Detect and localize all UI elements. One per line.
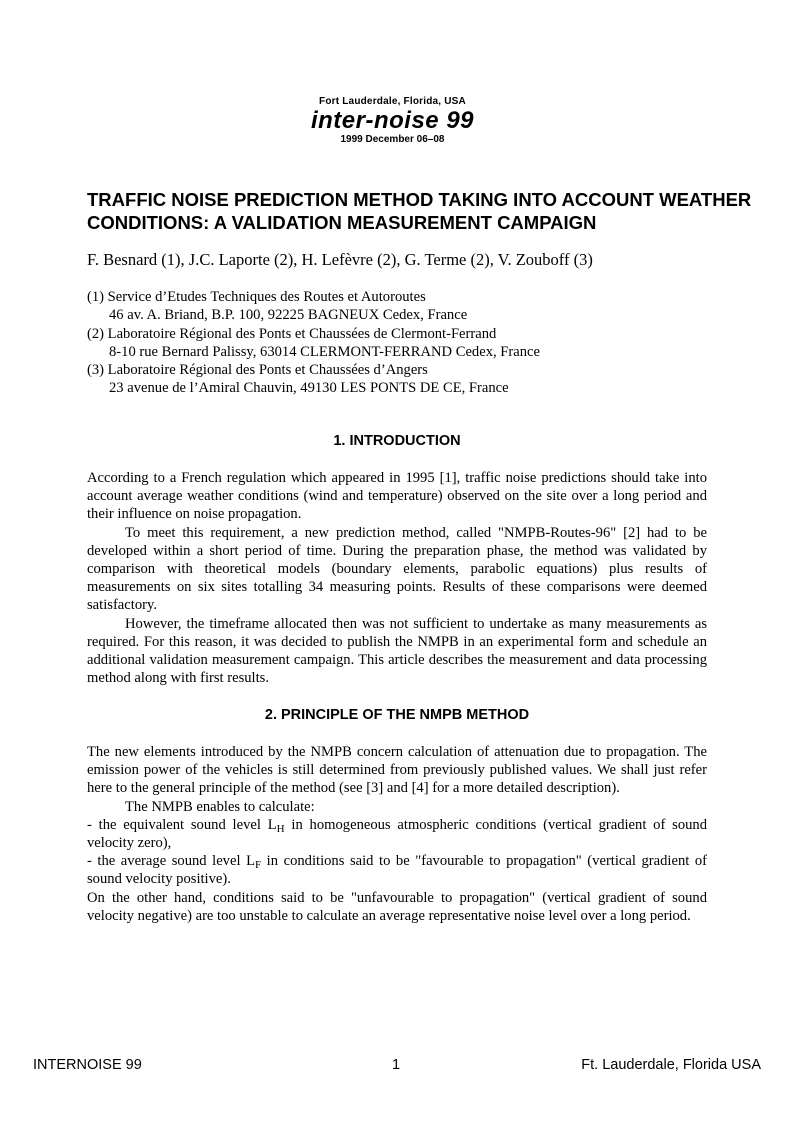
page-number: 1 — [392, 1057, 401, 1073]
paragraph: On the other hand, conditions said to be "unfavourable to propagation" (vertical gradient of sound velocity negative) are too unstable to calculate an average representative noise level over a long period. — [87, 889, 707, 924]
affiliation-2-address: 8-10 rue Bernard Palissy, 63014 CLERMONT-FERRAND Cedex, France — [109, 343, 541, 360]
conference-dates: 1999 December 06–08 — [340, 134, 445, 145]
list-item-lh: - the equivalent sound level $L_H$ in homogeneous atmospheric conditions (vertical gradient of sound velocity zero), — [87, 816, 708, 852]
section-heading-nmpb-principle: 2. PRINCIPLE OF THE NMPB METHOD — [264, 707, 530, 723]
affiliation-2-name: (2) Laboratoire Régional des Ponts et Chaussées de Clermont-Ferrand — [87, 325, 497, 342]
footer-conference: INTERNOISE 99 — [33, 1057, 142, 1073]
paragraph: The new elements introduced by the NMPB concern calculation of attenuation due to propagation. The emission power of the vehicles is still determined from previously published values. We shall just refer here to the general principle of the method (see [3] and [4] for a more detailed description). — [87, 744, 707, 797]
conference-name: inter-noise 99 — [310, 107, 475, 134]
affiliation-3-name: (3) Laboratoire Régional des Ponts et Chaussées d’Angers — [87, 362, 428, 379]
author-list: F. Besnard (1), J.C. Laporte (2), H. Lefèvre (2), G. Terme (2), V. Zouboff (3) — [87, 250, 593, 269]
nmpb-principle-body — [87, 743, 707, 925]
introduction-body — [87, 469, 707, 687]
affiliations — [87, 288, 540, 398]
footer-location: Ft. Lauderdale, Florida USA — [581, 1057, 761, 1073]
list-item-lf: - the average sound level $L_F$ in conditions said to be "favourable to propagation" (vertical gradient of sound velocity positive). — [87, 853, 708, 888]
conference-location: Fort Lauderdale, Florida, USA — [319, 96, 466, 107]
paragraph: According to a French regulation which appeared in 1995 [1], traffic noise predictions should take into account average weather conditions (wind and temperature) observed on the site over a long period and their influence on noise propagation. — [87, 470, 707, 523]
paper-title: TRAFFIC NOISE PREDICTION METHOD TAKING INTO ACCOUNT WEATHER CONDITIONS: A VALIDATION MEASUREMENT CAMPAIGN — [87, 189, 752, 233]
paragraph: To meet this requirement, a new prediction method, called "NMPB-Routes-96" [2] had to be developed within a short period of time. During the preparation phase, the method was validated by comparison with theoretical models (boundary elements, parabolic equations) plus results of measurements on six sites totalling 34 measuring points. Results of these comparisons were deemed satisfactory. — [87, 524, 707, 614]
conference-logo — [300, 96, 485, 146]
affiliation-1-address: 46 av. A. Briand, B.P. 100, 92225 BAGNEUX Cedex, France — [109, 307, 468, 324]
paragraph: The NMPB enables to calculate: — [125, 798, 315, 815]
paragraph: However, the timeframe allocated then was not sufficient to undertake as many measurements as required. For this reason, it was decided to publish the NMPB in an experimental form and schedule an additional validation measurement campaign. This article describes the measurement and data processing method along with first results. — [87, 615, 707, 687]
affiliation-3-address: 23 avenue de l’Amiral Chauvin, 49130 LES PONTS DE CE, France — [109, 380, 509, 397]
section-heading-introduction: 1. INTRODUCTION — [333, 433, 461, 449]
affiliation-1-name: (1) Service d’Etudes Techniques des Routes et Autoroutes — [87, 289, 426, 305]
